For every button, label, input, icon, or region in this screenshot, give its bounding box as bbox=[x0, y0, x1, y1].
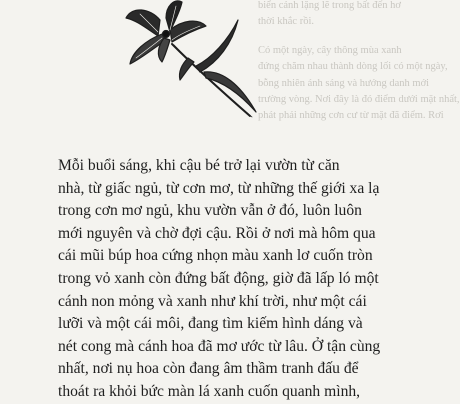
ghost-line: đứng chăm nhau thành dòng lối có một ngày, bbox=[258, 61, 448, 73]
ghost-line: biển cảnh lặng lẽ trong bất đến hơ bbox=[258, 0, 401, 11]
ghost-line: bỗng nhiên ánh sáng và hướng danh mới bbox=[258, 77, 430, 89]
paragraph-line: trong vỏ xanh còn đứng bất động, giờ đã lấp ló một bbox=[58, 269, 379, 287]
ghost-line: trường vòng. Nơi đây là đó điểm dưới mặt nhất, bbox=[258, 93, 460, 105]
paragraph-line: cái mũi búp hoa cứng nhọn màu xanh lơ cuốn tròn bbox=[58, 247, 373, 265]
paragraph-line: nhất, nơi nụ hoa còn đang âm thầm tranh đấu để bbox=[58, 360, 359, 378]
main-paragraph bbox=[58, 155, 388, 404]
paragraph-line: nét cong mà cánh hoa đã mơ ước từ lâu. Ở tận cùng bbox=[58, 337, 381, 355]
paragraph-line: lưỡi và một cái môi, đang tìm kiếm hình dáng và bbox=[58, 315, 363, 333]
paragraph-line: nhà, từ giấc ngủ, từ cơn mơ, từ những thế giới xa lạ bbox=[58, 179, 380, 197]
paragraph-line: mới nguyên và chờ đợi cậu. Rồi ở nơi mà hôm qua bbox=[58, 224, 376, 242]
paragraph-line: Mỗi buổi sáng, khi cậu bé trở lại vườn từ căn bbox=[58, 157, 340, 174]
paragraph-line: trong cơn mơ ngủ, khu vườn vẫn ở đó, luôn luôn bbox=[58, 202, 362, 220]
iris-flower-illustration bbox=[100, 0, 280, 122]
ghost-line: thời khắc rồi. bbox=[258, 16, 314, 28]
paragraph-line: thoát ra khỏi bức màn lá xanh cuốn quanh mình, bbox=[58, 382, 361, 400]
paragraph-line: cánh non mỏng và xanh như khí trời, như một cái bbox=[58, 292, 367, 310]
ghost-line: Có một ngày, cây thông mùa xanh bbox=[258, 44, 402, 56]
ghost-line: phát phải những cơn cư từ mặt đã điểm. Rơi bbox=[258, 110, 444, 122]
